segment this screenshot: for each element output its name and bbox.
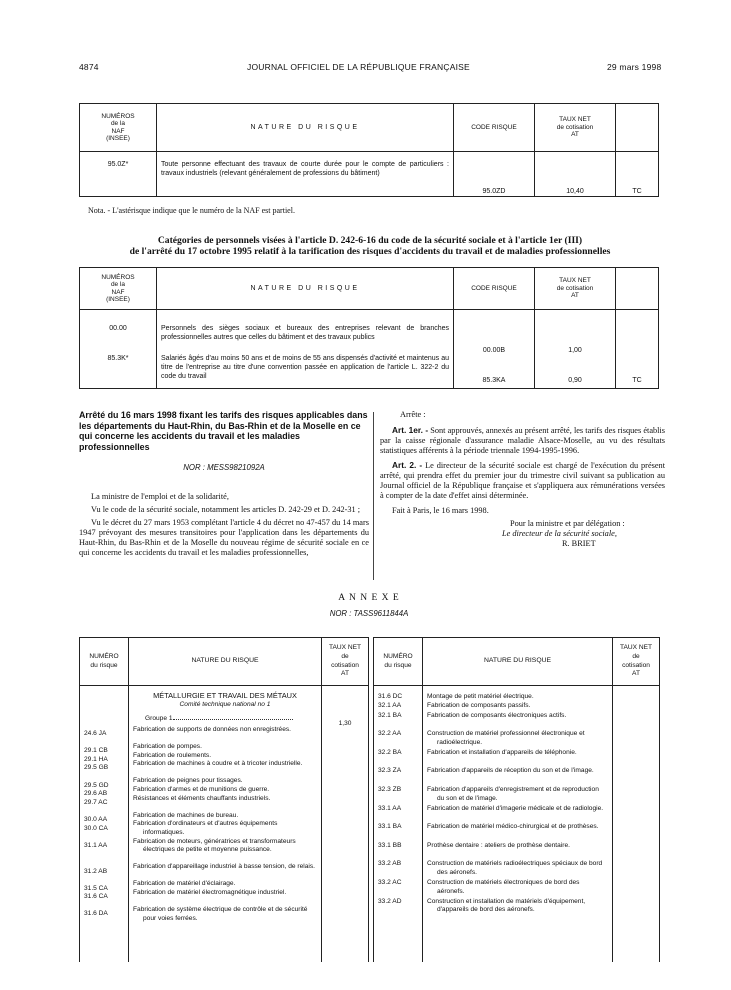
arrete-label: Arrête :	[400, 410, 426, 419]
risk-number: 32.1 BA	[378, 711, 402, 719]
risk-description: Fabrication de machines à coudre et à tricoter industrielle.	[133, 760, 303, 768]
risk-number: 31.6 DC	[378, 693, 403, 700]
signature-line-1: Pour la ministre et par délégation :	[510, 519, 625, 528]
risk-description: Fabrication de système électrique de contrôle et de sécurité pour voies ferrées.	[133, 906, 308, 922]
annexe-table-right	[373, 637, 660, 962]
fait-a-paris: Fait à Paris, le 16 mars 1998.	[392, 506, 489, 515]
risk-number: 32.2 BA	[378, 748, 402, 756]
extra-cell	[616, 310, 659, 389]
signature-line-2: Le directeur de la sécurité sociale,	[502, 529, 617, 538]
extra-cell: TC	[616, 152, 659, 197]
code-cell	[454, 310, 535, 389]
risk-number: 33.2 AD	[378, 897, 402, 905]
article-2-label: Art. 2. -	[392, 460, 423, 470]
risk-description: Construction de matériels électroniques de bord des aéronefs.	[427, 878, 580, 895]
nature-text: Salariés âgés d'au moins 50 ans et de moins de 55 ans dispensés d'activité et maintenus au titre de l'entreprise au titre d'une convention passée en application de l'article L. 322-2 du code du travail	[161, 355, 449, 381]
risk-description: Construction et installation de matériels d'équipement, d'appareils de bord des aéronefs.	[427, 897, 586, 914]
risk-description: Fabrication d'appareils d'enregistrement et de reproduction du son et de l'image.	[427, 785, 599, 802]
risk-description: Résistances et éléments chauffants industriels.	[133, 794, 271, 802]
code-value: 00.00B	[482, 347, 506, 354]
risk-number: 29.6 AB	[84, 790, 108, 798]
risk-number: 30.0 AA	[84, 815, 108, 823]
risk-description: Fabrication de pompes.	[133, 742, 202, 750]
col-nature: NATURE DU RISQUE	[157, 268, 454, 310]
arrete-title: Arrêté du 16 mars 1998 fixant les tarifs des risques applicables dans les départements du Haut-Rhin, du Bas-Rhin et de la Moselle en ce qui concerne les accidents du travail et les maladies professionnelles	[79, 410, 368, 452]
dotted-leader	[173, 719, 293, 720]
risk-description: Fabrication de matériel d'imagerie médicale et de radiologie.	[427, 804, 604, 812]
risk-description: Fabrication de roulements.	[133, 751, 212, 759]
col-naf: NUMÉROS de la NAF (INSEE)	[80, 268, 157, 310]
risk-number: 33.2 AB	[378, 860, 402, 868]
article-2-text: Le directeur de la sécurité sociale est chargé de l'exécution du présent arrêté, qui prendra effet du premier jour du trimestre civil suivant sa publication au Journal officiel de la République française et s'appliquera aux rémunérations versées à compter de la date d'effet ainsi déterminée.	[380, 461, 665, 500]
article-1-label: Art. 1er. -	[392, 425, 429, 435]
annexe-table-left	[79, 637, 369, 962]
risk-number: 33.1 BB	[378, 841, 402, 849]
arrete-p3: Vu le décret du 27 mars 1953 complétant l'article 4 du décret no 47-457 du 14 mars 1947 prévoyant des mesures transitoires pour l'application dans les départements du Haut-Rhin, du Bas-Rhin et de la Moselle du nouveau régime de sécurité sociale en ce qui concerne les accidents du travail et les maladies professionnelles,	[79, 518, 369, 557]
nature-text: Personnels des sièges sociaux et bureaux des entreprises relevant de branches professionnelles autres que celles du bâtiment et des travaux publics	[161, 325, 449, 342]
arrete-p1: La ministre de l'emploi et de la solidarité,	[91, 492, 229, 501]
journal-title: JOURNAL OFFICIEL DE LA RÉPUBLIQUE FRANÇAISE	[247, 62, 470, 72]
article-2	[380, 460, 665, 501]
article-1	[380, 425, 665, 456]
taux-column	[322, 686, 369, 963]
risk-number: 31.2 AB	[84, 867, 108, 875]
nature-column	[129, 686, 322, 963]
article-1-text: Sont approuvés, annexés au présent arrêté, les tarifs des risques établis par la caisse régionale d'assurance maladie Alsace-Moselle, au vu des résultats statistiques afférents à la période triennale 1994-1995-1996.	[380, 426, 665, 455]
risk-number: 31.6 CA	[84, 893, 108, 901]
risk-description: Fabrication de composants passifs.	[427, 702, 531, 710]
note: Nota. - L'astérisque indique que le numéro de la NAF est partiel.	[88, 206, 295, 215]
risk-description: Construction de matériels radioélectriques spéciaux de bord des aéronefs.	[427, 860, 603, 876]
num-column	[80, 686, 129, 963]
taux-value: 1,00	[568, 347, 582, 354]
risk-number: 29.1 CB	[84, 747, 108, 755]
col-nature: NATURE DU RISQUE	[157, 104, 454, 152]
risk-number: 33.2 AC	[378, 878, 402, 886]
col-extra	[616, 104, 659, 152]
col-taux: TAUX NET de cotisation AT	[535, 268, 616, 310]
col-num: NUMÉRO du risque	[374, 638, 423, 686]
risk-number: 33.1 BA	[378, 823, 402, 831]
col-taux: TAUX NET de cotisation AT	[322, 638, 369, 686]
column-divider	[373, 412, 374, 580]
group-label: Groupe 1	[145, 715, 173, 723]
risk-description: Fabrication de peignes pour tissages.	[133, 777, 243, 785]
risk-table-1	[79, 103, 659, 197]
risk-number: 32.2 AA	[378, 730, 402, 738]
risk-description: Fabrication de supports de données non enregistrées.	[133, 725, 291, 733]
risk-description: Fabrication de machines de bureau.	[133, 811, 239, 819]
risk-description: Fabrication de matériel d'éclairage.	[133, 880, 236, 888]
arrete-body	[79, 492, 369, 558]
section-title: Catégories de personnels visées à l'article D. 242-6-16 du code de la sécurité sociale et à l'article 1er (III) de l'arrêté du 17 octobre 1995 relatif à la tarification des risques d'accidents du travail et de maladies professionnelles	[129, 235, 611, 257]
nature-cell	[157, 310, 454, 389]
annexe-nor: NOR : TASS9611844A	[329, 609, 409, 618]
risk-number: 30.0 CA	[84, 824, 108, 832]
code-value: 85.3KA	[482, 377, 506, 384]
risk-description: Prothèse dentaire : ateliers de prothèse dentaire.	[427, 841, 570, 849]
risk-number: 31.5 CA	[84, 884, 108, 892]
col-taux: TAUX NET de cotisation AT	[535, 104, 616, 152]
code-cell: 95.0ZD	[454, 152, 535, 197]
nature-column	[423, 686, 613, 963]
risk-description: Fabrication de matériel électromagnétique industriel.	[133, 889, 287, 897]
arrete-p2: Vu le code de la sécurité sociale, notamment les articles D. 242-29 et D. 242-31 ;	[91, 505, 361, 514]
risk-description: Construction de matériel professionnel électronique et radioélectrique.	[427, 730, 585, 746]
naf-value: 00.00	[109, 325, 127, 332]
arrete-nor: NOR : MESS9821092A	[183, 463, 265, 472]
risk-description: Fabrication de moteurs, génératrices et transformateurs électriques de petite et moyenne puissance.	[133, 837, 296, 854]
naf-cell	[80, 310, 157, 389]
comite-heading: Comité technique national no 1	[179, 700, 271, 708]
publication-date: 29 mars 1998	[607, 62, 662, 72]
section-heading: MÉTALLURGIE ET TRAVAIL DES MÉTAUX	[153, 691, 297, 700]
risk-number: 31.1 AA	[84, 841, 108, 849]
group-taux: 1,30	[338, 720, 352, 727]
taux-cell: 10,40	[535, 152, 616, 197]
col-code: CODE RISQUE	[454, 104, 535, 152]
signature-name: R. BRIET	[562, 539, 596, 548]
annexe-title: A N N E X E	[338, 593, 400, 603]
extra-value	[620, 346, 654, 376]
col-taux: TAUX NET de cotisation AT	[613, 638, 660, 686]
risk-number: 31.6 DA	[84, 910, 108, 918]
risk-number: 32.3 ZA	[378, 767, 402, 775]
taux-column	[613, 686, 660, 963]
risk-description: Montage de petit matériel électrique.	[427, 693, 534, 700]
left-rows	[133, 726, 317, 924]
nature-cell: Toute personne effectuant des travaux de courte durée pour le compte de particuliers : travaux industriels (relevant généralement de professions du bâtiment)	[157, 152, 454, 197]
col-num: NUMÉRO du risque	[80, 638, 129, 686]
risk-number: 29.7 AC	[84, 798, 108, 806]
risk-description: Fabrication d'appareils de réception du son et de l'image.	[427, 767, 594, 775]
naf-cell: 95.0Z*	[80, 152, 157, 197]
risk-number: 24.6 JA	[84, 730, 107, 737]
risk-number: 32.1 AA	[378, 702, 402, 710]
col-nature: NATURE DU RISQUE	[423, 638, 613, 686]
risk-description: Fabrication de composants électroniques actifs.	[427, 711, 567, 719]
taux-cell	[535, 310, 616, 389]
col-extra	[616, 268, 659, 310]
col-nature: NATURE DU RISQUE	[129, 638, 322, 686]
page-number: 4874	[79, 62, 99, 72]
taux-value: 0,90	[568, 377, 582, 384]
risk-description: Fabrication et installation d'appareils de téléphonie.	[427, 748, 577, 756]
risk-number: 32.3 ZB	[378, 785, 402, 793]
risk-number: 29.5 GB	[84, 764, 109, 772]
num-column	[374, 686, 423, 963]
group-line	[133, 715, 317, 724]
risk-description: Fabrication de matériel médico-chirurgical et de prothèses.	[427, 823, 599, 831]
col-naf: NUMÉROS de la NAF (INSEE)	[80, 104, 157, 152]
risk-number: 29.1 HA	[84, 755, 108, 763]
arrete-right	[380, 410, 665, 549]
col-code: CODE RISQUE	[454, 268, 535, 310]
naf-value: 85.3K*	[107, 355, 129, 362]
risk-description: Fabrication d'appareillage industriel à basse tension, de relais.	[133, 863, 315, 871]
risk-description: Fabrication d'ordinateurs et d'autres équipements informatiques.	[133, 820, 278, 836]
extra-value: TC	[632, 377, 642, 384]
risk-table-2	[79, 267, 659, 389]
risk-number: 29.5 GD	[84, 781, 109, 789]
risk-description: Fabrication d'armes et de munitions de guerre.	[133, 785, 270, 793]
risk-number: 33.1 AA	[378, 804, 402, 812]
